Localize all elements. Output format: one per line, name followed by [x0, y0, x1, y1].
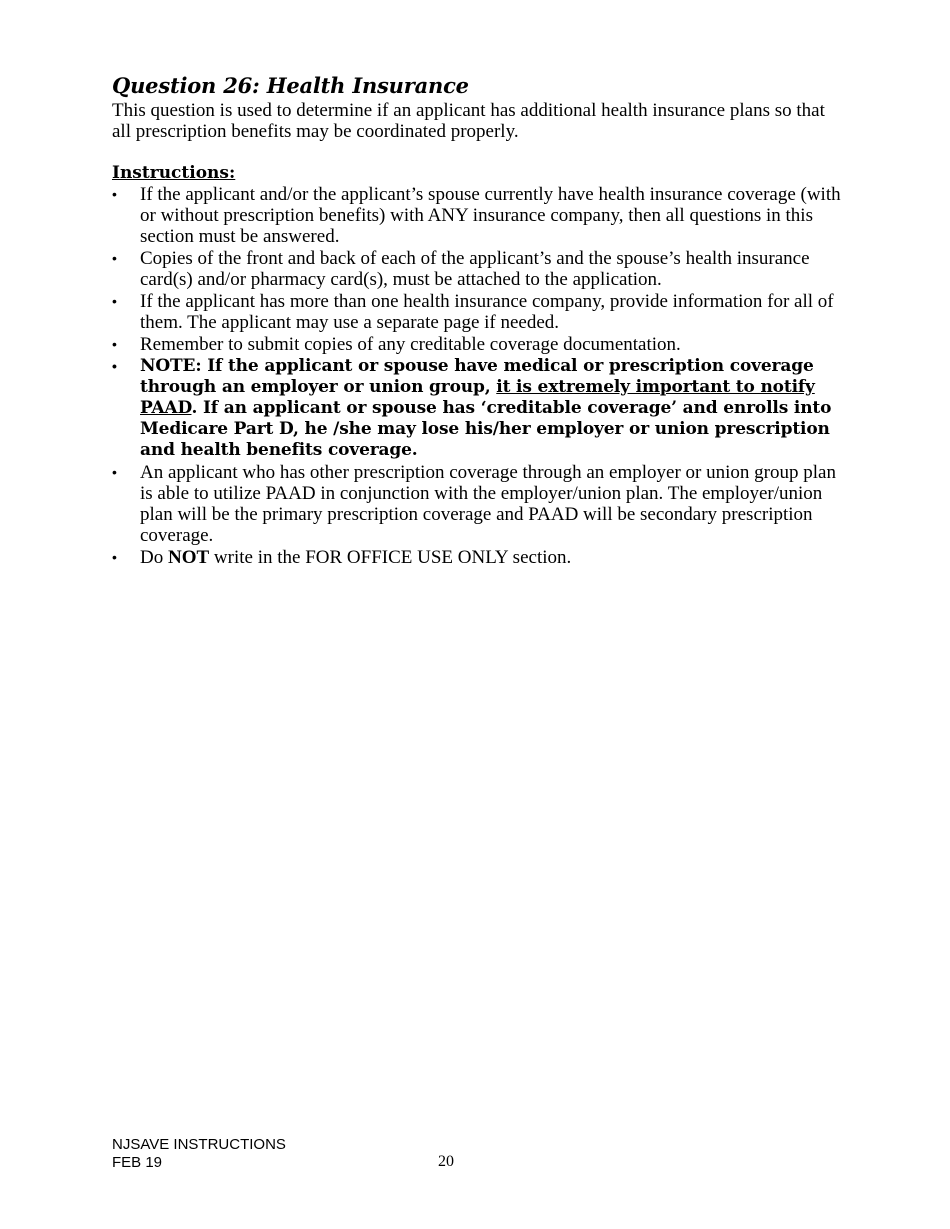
list-item-text-pre: Do [140, 547, 168, 568]
footer-doc-name: NJSAVE INSTRUCTIONS [112, 1136, 286, 1153]
bullet-icon: • [112, 358, 117, 374]
list-item-text: An applicant who has other prescription coverage through an employer or union group plan is able to utilize PAAD in conjunction with the employer/union plan. The employer/union plan will be the primary prescription coverage and PAAD will be secondary prescription coverage. [140, 462, 836, 546]
bullet-icon: • [112, 464, 117, 480]
list-item [112, 248, 842, 290]
bullet-icon: • [112, 186, 117, 202]
page-number: 20 [438, 1153, 454, 1170]
bullet-icon: • [112, 250, 117, 266]
instructions-list [112, 184, 842, 568]
intro-paragraph: This question is used to determine if an applicant has additional health insurance plans so that all prescription benefits may be coordinated properly. [112, 100, 825, 142]
list-item [112, 547, 842, 568]
note-text-part1: NOTE: If the applicant or spouse have medical or prescription coverage through an employer or union group, [140, 356, 814, 397]
footer [112, 1136, 286, 1172]
list-item-text: If the applicant and/or the applicant’s spouse currently have health insurance coverage (with or without prescription benefits) with ANY insurance company, then all questions in this section must be answered. [140, 184, 841, 247]
note-text-part2: . If an applicant or spouse has ‘creditable coverage’ and enrolls into Medicare Part D, he /she may lose his/her employer or union prescription and health benefits coverage. [140, 398, 832, 460]
page-title: Question 26: Health Insurance [112, 73, 469, 98]
instructions-heading: Instructions: [112, 163, 236, 183]
list-item [112, 462, 842, 546]
list-item [112, 184, 842, 247]
bullet-icon: • [112, 549, 117, 565]
list-item [112, 334, 842, 355]
document-page [112, 72, 842, 569]
list-item-text: If the applicant has more than one health insurance company, provide information for all of them. The applicant may use a separate page if needed. [140, 291, 834, 333]
list-item-text: Copies of the front and back of each of the applicant’s and the spouse’s health insurance card(s) and/or pharmacy card(s), must be attached to the application. [140, 248, 810, 290]
note-underlined-text: it is extremely important to notify PAAD [140, 377, 815, 418]
list-item-text-bold: NOT [167, 547, 210, 568]
note-list-item [112, 356, 842, 461]
bullet-icon: • [112, 336, 117, 352]
list-item-text-post: write in the FOR OFFICE USE ONLY section. [209, 547, 572, 568]
list-item-text: Remember to submit copies of any creditable coverage documentation. [140, 334, 681, 355]
list-item [112, 291, 842, 333]
footer-date: FEB 19 [112, 1154, 163, 1171]
bullet-icon: • [112, 293, 117, 309]
